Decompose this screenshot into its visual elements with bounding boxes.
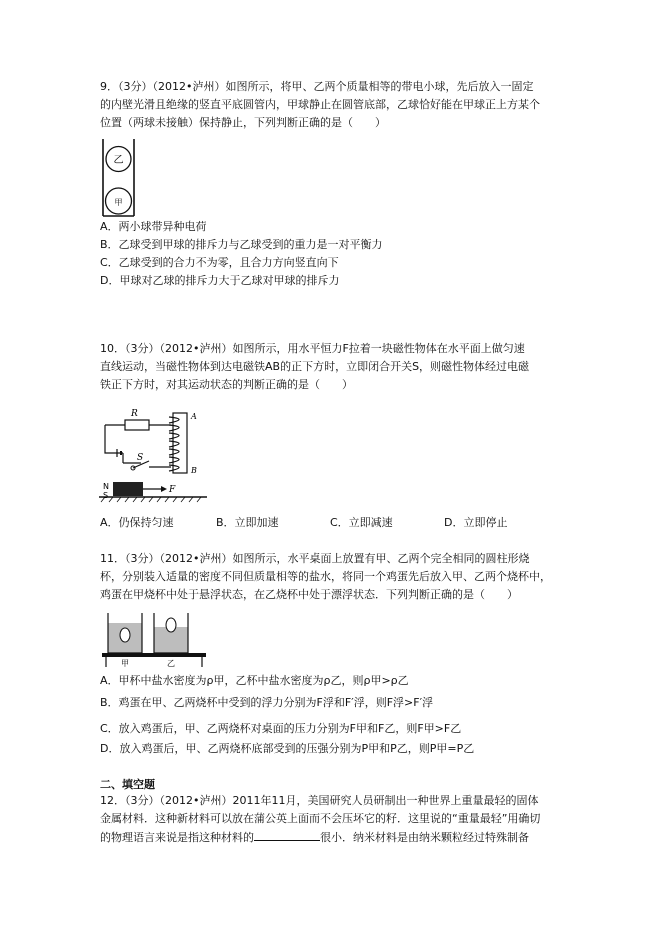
beaker-yi-label: 乙 <box>167 659 175 667</box>
q10-option-b: B．立即加速 <box>216 516 279 529</box>
q9-option-a: A．两小球带异种电荷 <box>100 220 207 233</box>
q9-option-b: B．乙球受到甲球的排斥力与乙球受到的重力是一对平衡力 <box>100 238 383 251</box>
egg-yi <box>166 618 176 632</box>
section-fill-in-title: 二、填空题 <box>100 778 155 791</box>
q10-option-a: A．仍保持匀速 <box>100 516 174 529</box>
q10-line-3: 铁正下方时，对其运动状态的判断正确的是（ ） <box>100 378 353 391</box>
table-top <box>102 653 206 657</box>
q10-circuit-figure <box>97 405 207 505</box>
label-a: A <box>191 412 197 421</box>
q12-line-3-start: 的物理语言来说是指这种材料的 <box>100 831 254 844</box>
q12-line-1: 12．（3分）（2012•泸州）2011年11月，美国研究人员研制出一种世界上重量最轻的固体 <box>100 794 539 807</box>
q9-line-1: 9．（3分）（2012•泸州）如图所示，将甲、乙两个质量相等的带电小球，先后放入一固定 <box>100 80 534 93</box>
q11-option-d: D．放入鸡蛋后，甲、乙两烧杯底部受到的压强分别为P甲和P乙，则P甲=P乙 <box>100 742 475 755</box>
q12-line-3 <box>100 830 529 845</box>
label-f: F <box>169 485 176 495</box>
label-s-magnet: S <box>103 491 109 500</box>
resistor-r <box>125 420 149 430</box>
q9-line-2: 的内壁光滑且绝缘的竖直平底圆管内，甲球静止在圆管底部，乙球恰好能在甲球正上方某个 <box>100 98 540 111</box>
q11-option-a: A．甲杯中盐水密度为ρ甲，乙杯中盐水密度为ρ乙，则ρ甲>ρ乙 <box>100 674 409 687</box>
magnet-block <box>113 482 143 496</box>
q10-option-c: C．立即减速 <box>330 516 393 529</box>
ball-jia-label: 甲 <box>114 198 123 207</box>
label-r: R <box>131 409 138 419</box>
q10-line-1: 10．（3分）（2012•泸州）如图所示，用水平恒力F拉着一块磁性物体在水平面上做匀速 <box>100 342 525 355</box>
q11-beakers-figure <box>100 609 210 667</box>
q11-line-2: 杯，分别装入适量的密度不同但质量相等的盐水，将同一个鸡蛋先后放入甲、乙两个烧杯中， <box>100 570 551 583</box>
q11-option-c: C．放入鸡蛋后，甲、乙两烧杯对桌面的压力分别为F甲和F乙，则F甲>F乙 <box>100 722 462 735</box>
beaker-jia-label: 甲 <box>121 659 129 667</box>
ball-yi-label: 乙 <box>113 155 124 166</box>
label-b: B <box>191 466 197 475</box>
q12-line-2: 金属材料．这种新材料可以放在蒲公英上面而不会压坏它的籽．这里说的“重量最轻”用确切 <box>100 812 541 825</box>
q9-option-d: D．甲球对乙球的排斥力大于乙球对甲球的排斥力 <box>100 274 340 287</box>
q12-line-3-end: 很小．纳米材料是由纳米颗粒经过特殊制备 <box>320 831 529 844</box>
egg-jia <box>120 628 130 642</box>
q9-line-3: 位置（两球未接触）保持静止，下列判断正确的是（ ） <box>100 116 386 129</box>
q10-line-2: 直线运动，当磁性物体到达电磁铁AB的正下方时，立即闭合开关S，则磁性物体经过电磁 <box>100 360 530 373</box>
q11-line-3: 鸡蛋在甲烧杯中处于悬浮状态，在乙烧杯中处于漂浮状态．下列判断正确的是（ ） <box>100 588 518 601</box>
q9-tube-figure <box>100 137 140 219</box>
label-s: S <box>137 453 144 463</box>
q12-answer-blank[interactable] <box>254 830 320 841</box>
q11-option-b: B．鸡蛋在甲、乙两烧杯中受到的浮力分别为F浮和F′浮，则F浮>F′浮 <box>100 696 434 709</box>
label-n: N <box>103 482 109 491</box>
q11-line-1: 11．（3分）（2012•泸州）如图所示，水平桌面上放置有甲、乙两个完全相同的圆柱形烧 <box>100 552 530 565</box>
q10-option-d: D．立即停止 <box>444 516 508 529</box>
q9-option-c: C．乙球受到的合力不为零，且合力方向竖直向下 <box>100 256 339 269</box>
